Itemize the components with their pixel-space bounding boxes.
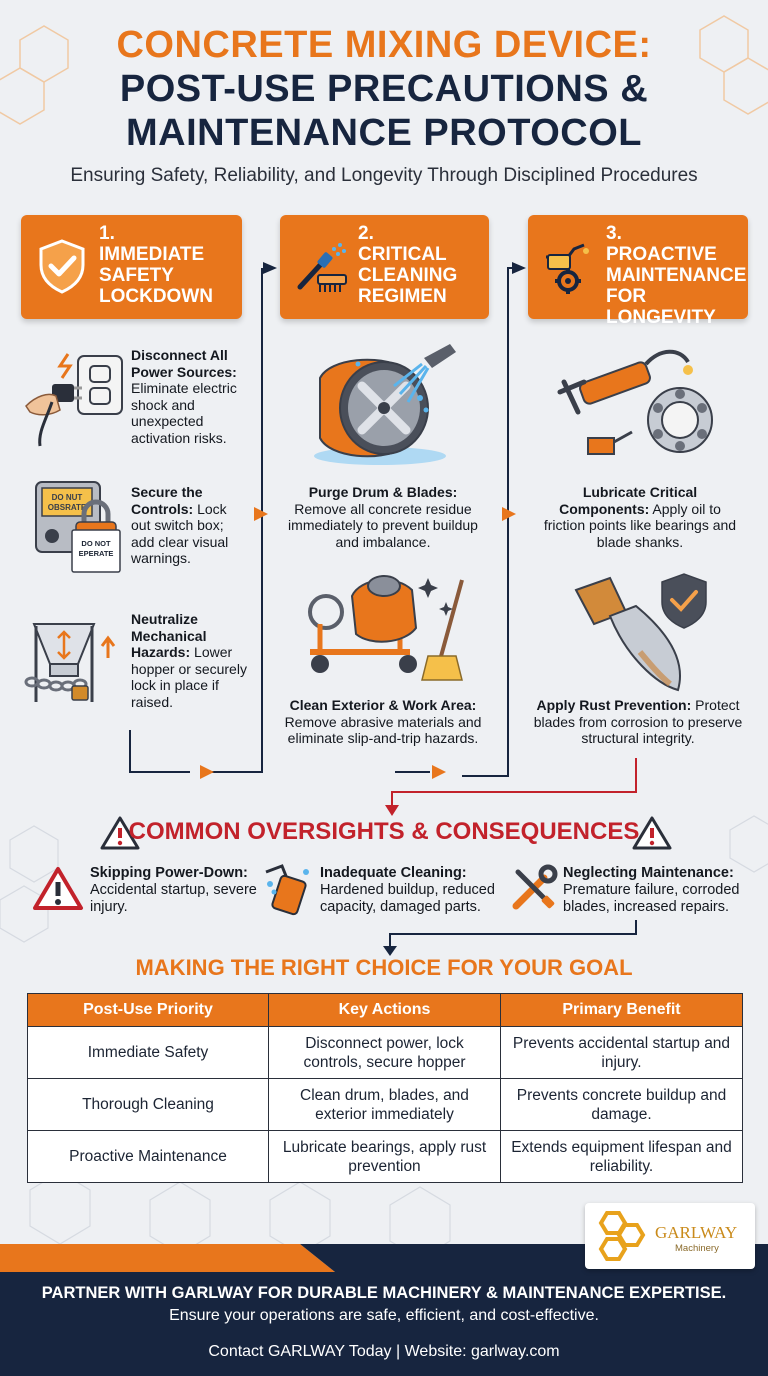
oversight-title: Neglecting Maintenance:	[563, 865, 734, 881]
drum-wash-icon	[300, 338, 470, 468]
table-cell: Thorough Cleaning	[28, 1079, 269, 1131]
item-text: Protect blades from corrosion to preserve structural integrity.	[533, 697, 743, 746]
item-title: Lubricate Critical Components:	[559, 484, 698, 517]
logo-name: GARLWAY	[655, 1223, 738, 1242]
svg-text:DO NOT: DO NOT	[81, 539, 111, 548]
table-header: Post-Use Priority	[28, 994, 269, 1027]
item-secure-controls	[131, 484, 249, 567]
table-cell: Disconnect power, lock controls, secure hopper	[269, 1027, 501, 1079]
svg-text:OBSRATE: OBSRATE	[47, 503, 87, 512]
oversight-power-down	[90, 865, 265, 916]
table-row	[28, 1079, 743, 1131]
oversight-cleaning	[320, 865, 500, 916]
item-text: Remove abrasive materials and eliminate slip-and-trip hazards.	[284, 713, 482, 746]
table-cell: Extends equipment lifespan and reliability.	[501, 1131, 743, 1183]
item-title: Clean Exterior & Work Area:	[289, 697, 477, 713]
table-header-row	[28, 994, 743, 1027]
table-cell: Proactive Maintenance	[28, 1131, 269, 1183]
chained-hopper-icon	[20, 618, 124, 704]
hexagon-logo-icon	[591, 1209, 653, 1265]
item-text: Lower hopper or securely lock in place if raised.	[131, 644, 247, 710]
lockout-switch-icon	[32, 478, 122, 574]
column-number: 3.	[606, 223, 622, 244]
logo-subtitle: Machinery	[675, 1243, 719, 1254]
grease-gun-bearing-icon	[550, 342, 720, 462]
item-disconnect-power	[131, 347, 249, 446]
page-title-line1: CONCRETE MIXING DEVICE:	[116, 24, 652, 66]
item-neutralize-hazards	[131, 611, 249, 710]
page-title-line2: POST-USE PRECAUTIONS &	[119, 68, 649, 110]
column-heading: CRITICAL CLEANING REGIMEN	[358, 244, 458, 307]
flow-arrow-head	[200, 765, 214, 779]
item-clean-exterior	[283, 697, 483, 747]
footer-contact-link[interactable]: Contact GARLWAY Today | Website: garlway.com	[208, 1343, 560, 1360]
footer-tagline: Ensure your operations are safe, efficient, and cost-effective.	[169, 1307, 599, 1324]
table-row	[28, 1131, 743, 1183]
warning-triangle-icon	[32, 866, 84, 912]
blade-shield-icon	[570, 572, 710, 696]
table-cell: Prevents accidental startup and injury.	[501, 1027, 743, 1079]
mixer-broom-icon	[300, 572, 480, 682]
column-number: 2.	[358, 223, 374, 244]
item-title: Purge Drum & Blades:	[308, 484, 458, 500]
table-header: Key Actions	[269, 994, 501, 1027]
oversights-title: COMMON OVERSIGHTS & CONSEQUENCES	[128, 818, 640, 845]
item-rust-prevention	[530, 697, 746, 747]
unplug-icon	[20, 350, 126, 450]
item-text: Lock out switch box; add clear visual warnings.	[131, 500, 229, 566]
table-cell: Lubricate bearings, apply rust prevention	[269, 1131, 501, 1183]
cleaning-bottle-icon	[262, 862, 314, 916]
table-cell: Immediate Safety	[28, 1027, 269, 1079]
oversight-text: Accidental startup, severe injury.	[90, 882, 257, 915]
oversight-text: Premature failure, corroded blades, increased repairs.	[563, 882, 740, 915]
oversight-maintenance	[563, 865, 753, 916]
oversight-text: Hardened buildup, reduced capacity, damaged parts.	[320, 882, 495, 915]
svg-text:DO NUT: DO NUT	[51, 493, 83, 502]
table-cell: Clean drum, blades, and exterior immediately	[269, 1079, 501, 1131]
item-title: Apply Rust Prevention:	[536, 697, 692, 713]
item-text: Apply oil to friction points like bearings and blade shanks.	[543, 500, 737, 550]
column-heading: PROACTIVE MAINTENANCE FOR LONGEVITY	[606, 244, 747, 328]
table-row	[28, 1027, 743, 1079]
oversight-title: Inadequate Cleaning:	[320, 865, 467, 881]
page-title-line3: MAINTENANCE PROTOCOL	[126, 112, 642, 154]
garlway-logo[interactable]	[585, 1203, 755, 1269]
table-cell: Prevents concrete buildup and damage.	[501, 1079, 743, 1131]
item-lubricate	[540, 484, 740, 550]
choice-table	[27, 993, 743, 1183]
item-purge-drum	[283, 484, 483, 550]
oversight-title: Skipping Power-Down:	[90, 865, 248, 881]
item-title: Neutralize Mechanical Hazards:	[131, 611, 207, 660]
item-text: Remove all concrete residue immediately to prevent buildup and imbalance.	[288, 500, 478, 550]
column-heading: IMMEDIATE SAFETY LOCKDOWN	[99, 244, 213, 307]
wrench-screwdriver-icon	[508, 864, 558, 914]
footer-headline: PARTNER WITH GARLWAY FOR DURABLE MACHINERY & MAINTENANCE EXPERTISE.	[41, 1284, 727, 1302]
page-subtitle: Ensuring Safety, Reliability, and Longevity Through Disciplined Procedures	[70, 165, 698, 186]
item-title: Disconnect All Power Sources:	[131, 347, 237, 380]
svg-text:EPERATE: EPERATE	[78, 549, 114, 558]
table-header: Primary Benefit	[501, 994, 743, 1027]
choice-title: MAKING THE RIGHT CHOICE FOR YOUR GOAL	[135, 955, 633, 980]
item-text: Eliminate electric shock and unexpected activation risks.	[131, 380, 237, 446]
column-number: 1.	[99, 223, 115, 244]
item-title: Secure the Controls:	[131, 484, 203, 517]
